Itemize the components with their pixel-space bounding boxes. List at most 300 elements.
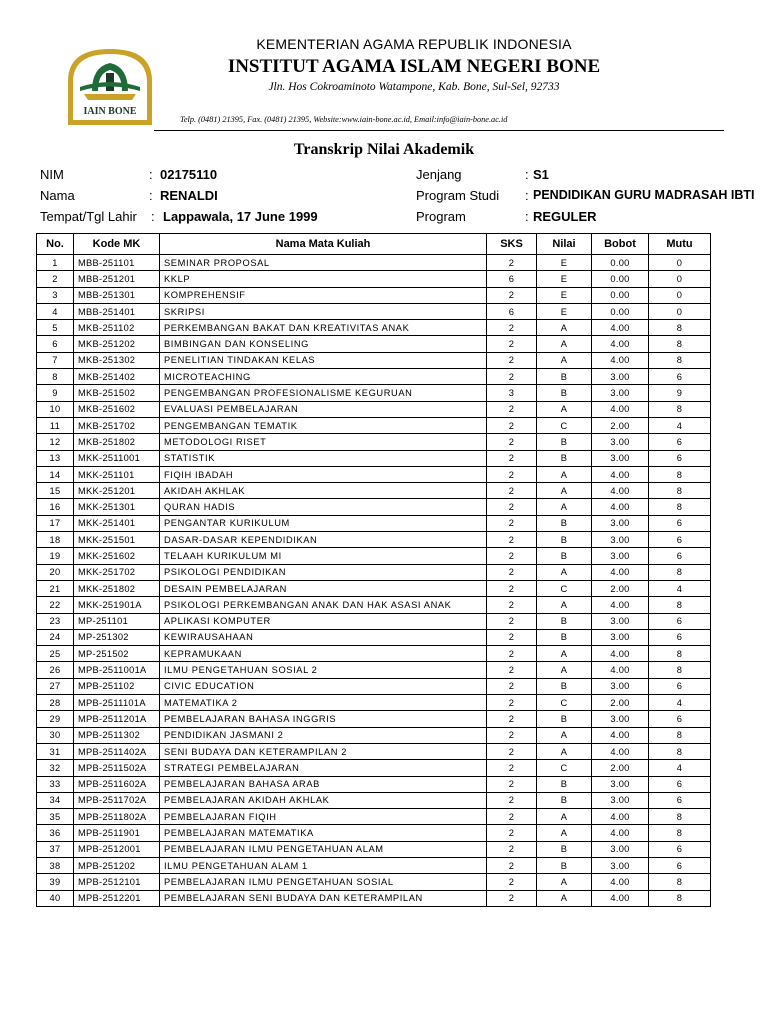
course-weight: 4.00 xyxy=(592,466,649,482)
table-row xyxy=(37,434,711,450)
row-number: 15 xyxy=(37,483,74,499)
table-row xyxy=(37,450,711,466)
row-number: 7 xyxy=(37,352,74,368)
course-grade: B xyxy=(537,434,592,450)
course-quality: 6 xyxy=(649,776,711,792)
row-number: 32 xyxy=(37,760,74,776)
table-row xyxy=(37,401,711,417)
course-code: MKK-251401 xyxy=(74,515,160,531)
col-header-mutu: Mutu xyxy=(649,234,711,255)
row-number: 3 xyxy=(37,287,74,303)
course-grade: A xyxy=(537,499,592,515)
course-grade: C xyxy=(537,417,592,433)
course-weight: 3.00 xyxy=(592,711,649,727)
course-name: PEMBELAJARAN MATEMATIKA xyxy=(160,825,487,841)
course-name: PSIKOLOGI PERKEMBANGAN ANAK DAN HAK ASASI ANAK xyxy=(160,597,487,613)
nim-label: NIM xyxy=(40,167,64,182)
course-weight: 3.00 xyxy=(592,629,649,645)
row-number: 20 xyxy=(37,564,74,580)
course-sks: 2 xyxy=(487,352,537,368)
table-row xyxy=(37,255,711,271)
course-code: MBB-251301 xyxy=(74,287,160,303)
row-number: 40 xyxy=(37,890,74,906)
course-weight: 3.00 xyxy=(592,369,649,385)
course-quality: 8 xyxy=(649,646,711,662)
table-row xyxy=(37,287,711,303)
row-number: 4 xyxy=(37,303,74,319)
col-header-no: No. xyxy=(37,234,74,255)
row-number: 31 xyxy=(37,743,74,759)
course-sks: 2 xyxy=(487,548,537,564)
course-sks: 2 xyxy=(487,743,537,759)
course-grade: B xyxy=(537,857,592,873)
course-sks: 2 xyxy=(487,613,537,629)
nama-value: RENALDI xyxy=(160,188,218,203)
table-row xyxy=(37,646,711,662)
course-name: PEMBELAJARAN FIQIH xyxy=(160,809,487,825)
ministry-name: KEMENTERIAN AGAMA REPUBLIK INDONESIA xyxy=(256,36,572,52)
course-quality: 6 xyxy=(649,613,711,629)
nama-separator: : xyxy=(149,188,153,203)
table-row xyxy=(37,809,711,825)
row-number: 5 xyxy=(37,320,74,336)
table-row xyxy=(37,874,711,890)
course-code: MKB-251102 xyxy=(74,320,160,336)
course-quality: 6 xyxy=(649,369,711,385)
row-number: 21 xyxy=(37,580,74,596)
course-weight: 0.00 xyxy=(592,287,649,303)
col-header-kode: Kode MK xyxy=(74,234,160,255)
course-name: PSIKOLOGI PENDIDIKAN xyxy=(160,564,487,580)
course-code: MKK-251602 xyxy=(74,548,160,564)
course-grade: A xyxy=(537,320,592,336)
course-sks: 2 xyxy=(487,841,537,857)
course-sks: 2 xyxy=(487,255,537,271)
course-quality: 0 xyxy=(649,287,711,303)
jenjang-value: S1 xyxy=(533,167,549,182)
ttl-separator: : xyxy=(151,209,155,224)
row-number: 2 xyxy=(37,271,74,287)
course-sks: 2 xyxy=(487,792,537,808)
course-grade: A xyxy=(537,727,592,743)
course-sks: 2 xyxy=(487,809,537,825)
course-weight: 0.00 xyxy=(592,271,649,287)
table-row xyxy=(37,336,711,352)
course-name: MATEMATIKA 2 xyxy=(160,695,487,711)
prodi-value: PENDIDIKAN GURU MADRASAH IBTI xyxy=(533,188,755,202)
course-name: PEMBELAJARAN AKIDAH AKHLAK xyxy=(160,792,487,808)
course-grade: B xyxy=(537,678,592,694)
course-sks: 6 xyxy=(487,303,537,319)
table-row xyxy=(37,271,711,287)
table-row xyxy=(37,369,711,385)
course-quality: 6 xyxy=(649,548,711,564)
course-quality: 8 xyxy=(649,890,711,906)
course-name: PENGANTAR KURIKULUM xyxy=(160,515,487,531)
course-code: MBB-251401 xyxy=(74,303,160,319)
course-sks: 2 xyxy=(487,597,537,613)
course-grade: A xyxy=(537,336,592,352)
table-row xyxy=(37,792,711,808)
course-sks: 2 xyxy=(487,890,537,906)
course-name: KEPRAMUKAAN xyxy=(160,646,487,662)
course-name: STATISTIK xyxy=(160,450,487,466)
row-number: 10 xyxy=(37,401,74,417)
course-grade: B xyxy=(537,613,592,629)
course-name: ILMU PENGETAHUAN ALAM 1 xyxy=(160,857,487,873)
nama-label: Nama xyxy=(40,188,75,203)
table-row xyxy=(37,629,711,645)
course-code: MKK-2511001 xyxy=(74,450,160,466)
course-quality: 0 xyxy=(649,303,711,319)
course-sks: 2 xyxy=(487,564,537,580)
course-quality: 6 xyxy=(649,434,711,450)
course-sks: 2 xyxy=(487,825,537,841)
course-grade: A xyxy=(537,483,592,499)
table-row xyxy=(37,776,711,792)
course-weight: 4.00 xyxy=(592,874,649,890)
course-name: TELAAH KURIKULUM MI xyxy=(160,548,487,564)
table-row xyxy=(37,515,711,531)
course-sks: 2 xyxy=(487,662,537,678)
course-name: KEWIRAUSAHAAN xyxy=(160,629,487,645)
course-sks: 2 xyxy=(487,646,537,662)
course-weight: 4.00 xyxy=(592,564,649,580)
course-weight: 3.00 xyxy=(592,678,649,694)
course-code: MBB-251101 xyxy=(74,255,160,271)
row-number: 28 xyxy=(37,695,74,711)
course-weight: 0.00 xyxy=(592,255,649,271)
course-weight: 0.00 xyxy=(592,303,649,319)
course-code: MPB-251102 xyxy=(74,678,160,694)
table-row xyxy=(37,385,711,401)
course-quality: 8 xyxy=(649,401,711,417)
course-weight: 3.00 xyxy=(592,515,649,531)
course-grade: B xyxy=(537,841,592,857)
course-grade: A xyxy=(537,809,592,825)
course-quality: 8 xyxy=(649,809,711,825)
row-number: 8 xyxy=(37,369,74,385)
course-name: AKIDAH AKHLAK xyxy=(160,483,487,499)
course-name: ILMU PENGETAHUAN SOSIAL 2 xyxy=(160,662,487,678)
course-name: STRATEGI PEMBELAJARAN xyxy=(160,760,487,776)
course-name: PENGEMBANGAN PROFESIONALISME KEGURUAN xyxy=(160,385,487,401)
course-code: MPB-2511101A xyxy=(74,695,160,711)
table-row xyxy=(37,890,711,906)
course-code: MKK-251901A xyxy=(74,597,160,613)
course-quality: 8 xyxy=(649,743,711,759)
course-grade: E xyxy=(537,271,592,287)
course-weight: 4.00 xyxy=(592,597,649,613)
course-weight: 3.00 xyxy=(592,450,649,466)
course-name: BIMBINGAN DAN KONSELING xyxy=(160,336,487,352)
course-sks: 2 xyxy=(487,369,537,385)
course-name: PEMBELAJARAN ILMU PENGETAHUAN ALAM xyxy=(160,841,487,857)
course-quality: 8 xyxy=(649,466,711,482)
row-number: 1 xyxy=(37,255,74,271)
course-code: MP-251502 xyxy=(74,646,160,662)
table-row xyxy=(37,825,711,841)
course-sks: 2 xyxy=(487,483,537,499)
course-quality: 4 xyxy=(649,580,711,596)
table-row xyxy=(37,564,711,580)
course-code: MP-251101 xyxy=(74,613,160,629)
course-code: MKB-251302 xyxy=(74,352,160,368)
row-number: 24 xyxy=(37,629,74,645)
course-weight: 3.00 xyxy=(592,434,649,450)
course-weight: 4.00 xyxy=(592,320,649,336)
program-label: Program xyxy=(416,209,466,224)
course-code: MP-251302 xyxy=(74,629,160,645)
document-title: Transkrip Nilai Akademik xyxy=(293,141,475,158)
course-name: PERKEMBANGAN BAKAT DAN KREATIVITAS ANAK xyxy=(160,320,487,336)
course-weight: 3.00 xyxy=(592,841,649,857)
course-grade: C xyxy=(537,580,592,596)
course-sks: 2 xyxy=(487,320,537,336)
course-weight: 4.00 xyxy=(592,336,649,352)
course-sks: 2 xyxy=(487,287,537,303)
course-name: EVALUASI PEMBELAJARAN xyxy=(160,401,487,417)
course-quality: 8 xyxy=(649,597,711,613)
course-grade: B xyxy=(537,450,592,466)
course-grade: A xyxy=(537,466,592,482)
table-row xyxy=(37,857,711,873)
course-quality: 6 xyxy=(649,841,711,857)
table-row xyxy=(37,320,711,336)
course-quality: 6 xyxy=(649,857,711,873)
table-row xyxy=(37,841,711,857)
course-name: CIVIC EDUCATION xyxy=(160,678,487,694)
course-name: PEMBELAJARAN BAHASA INGGRIS xyxy=(160,711,487,727)
course-weight: 3.00 xyxy=(592,857,649,873)
course-sks: 2 xyxy=(487,874,537,890)
ttl-label: Tempat/Tgl Lahir xyxy=(40,209,137,224)
course-weight: 4.00 xyxy=(592,646,649,662)
program-separator: : xyxy=(525,209,529,224)
course-weight: 4.00 xyxy=(592,499,649,515)
course-grade: B xyxy=(537,369,592,385)
course-name: KKLP xyxy=(160,271,487,287)
course-grade: C xyxy=(537,695,592,711)
course-grade: A xyxy=(537,874,592,890)
course-code: MKK-251201 xyxy=(74,483,160,499)
course-quality: 8 xyxy=(649,564,711,580)
course-name: SEMINAR PROPOSAL xyxy=(160,255,487,271)
course-sks: 2 xyxy=(487,711,537,727)
course-sks: 2 xyxy=(487,450,537,466)
row-number: 13 xyxy=(37,450,74,466)
institution-name: INSTITUT AGAMA ISLAM NEGERI BONE xyxy=(227,56,601,77)
course-name: PENDIDIKAN JASMANI 2 xyxy=(160,727,487,743)
course-weight: 3.00 xyxy=(592,792,649,808)
course-quality: 8 xyxy=(649,727,711,743)
course-weight: 2.00 xyxy=(592,580,649,596)
course-weight: 3.00 xyxy=(592,385,649,401)
course-grade: A xyxy=(537,825,592,841)
row-number: 12 xyxy=(37,434,74,450)
ttl-value: Lappawala, 17 June 1999 xyxy=(163,209,318,224)
course-sks: 2 xyxy=(487,466,537,482)
grades-table xyxy=(36,233,711,907)
institution-address: Jln. Hos Cokroaminoto Watampone, Kab. Bone, Sul-Sel, 92733 xyxy=(268,81,560,93)
course-quality: 8 xyxy=(649,336,711,352)
course-name: SENI BUDAYA DAN KETERAMPILAN 2 xyxy=(160,743,487,759)
course-sks: 2 xyxy=(487,580,537,596)
course-name: METODOLOGI RISET xyxy=(160,434,487,450)
course-quality: 6 xyxy=(649,515,711,531)
row-number: 37 xyxy=(37,841,74,857)
row-number: 22 xyxy=(37,597,74,613)
course-weight: 4.00 xyxy=(592,809,649,825)
table-header-row xyxy=(37,234,711,255)
course-sks: 2 xyxy=(487,336,537,352)
course-code: MKB-251202 xyxy=(74,336,160,352)
col-header-sks: SKS xyxy=(487,234,537,255)
course-quality: 6 xyxy=(649,711,711,727)
course-weight: 4.00 xyxy=(592,890,649,906)
course-name: KOMPREHENSIF xyxy=(160,287,487,303)
prodi-label: Program Studi xyxy=(416,188,500,203)
course-sks: 2 xyxy=(487,434,537,450)
course-weight: 4.00 xyxy=(592,727,649,743)
course-grade: B xyxy=(537,532,592,548)
course-code: MKB-251502 xyxy=(74,385,160,401)
course-grade: A xyxy=(537,646,592,662)
course-quality: 6 xyxy=(649,678,711,694)
course-weight: 2.00 xyxy=(592,695,649,711)
course-code: MPB-2512101 xyxy=(74,874,160,890)
course-grade: B xyxy=(537,711,592,727)
course-quality: 4 xyxy=(649,695,711,711)
course-name: PEMBELAJARAN BAHASA ARAB xyxy=(160,776,487,792)
course-grade: A xyxy=(537,401,592,417)
course-quality: 0 xyxy=(649,255,711,271)
table-row xyxy=(37,727,711,743)
course-sks: 2 xyxy=(487,515,537,531)
course-quality: 9 xyxy=(649,385,711,401)
course-grade: A xyxy=(537,662,592,678)
course-name: QURAN HADIS xyxy=(160,499,487,515)
course-weight: 4.00 xyxy=(592,352,649,368)
col-header-nilai: Nilai xyxy=(537,234,592,255)
table-row xyxy=(37,743,711,759)
course-quality: 6 xyxy=(649,532,711,548)
course-quality: 4 xyxy=(649,417,711,433)
course-quality: 8 xyxy=(649,499,711,515)
course-code: MPB-2512001 xyxy=(74,841,160,857)
course-quality: 8 xyxy=(649,874,711,890)
row-number: 16 xyxy=(37,499,74,515)
course-code: MPB-2511802A xyxy=(74,809,160,825)
course-name: PENGEMBANGAN TEMATIK xyxy=(160,417,487,433)
course-code: MKK-251301 xyxy=(74,499,160,515)
course-grade: A xyxy=(537,352,592,368)
course-sks: 2 xyxy=(487,760,537,776)
course-code: MPB-2511901 xyxy=(74,825,160,841)
table-row xyxy=(37,548,711,564)
course-weight: 4.00 xyxy=(592,483,649,499)
course-weight: 2.00 xyxy=(592,417,649,433)
institution-contact: Telp. (0481) 21395, Fax. (0481) 21395, Website:www.iain-bone.ac.id, Email:info@iain-bone.ac.id xyxy=(180,115,508,124)
course-grade: A xyxy=(537,597,592,613)
grades-table-body xyxy=(37,255,711,907)
course-weight: 3.00 xyxy=(592,776,649,792)
course-code: MKK-251101 xyxy=(74,466,160,482)
course-code: MPB-2511402A xyxy=(74,743,160,759)
course-grade: B xyxy=(537,548,592,564)
row-number: 34 xyxy=(37,792,74,808)
course-code: MKK-251501 xyxy=(74,532,160,548)
table-row xyxy=(37,580,711,596)
row-number: 38 xyxy=(37,857,74,873)
course-code: MKB-251702 xyxy=(74,417,160,433)
course-code: MKB-251402 xyxy=(74,369,160,385)
row-number: 33 xyxy=(37,776,74,792)
course-sks: 2 xyxy=(487,629,537,645)
jenjang-separator: : xyxy=(525,167,529,182)
row-number: 27 xyxy=(37,678,74,694)
course-sks: 2 xyxy=(487,532,537,548)
course-sks: 2 xyxy=(487,695,537,711)
table-row xyxy=(37,466,711,482)
row-number: 35 xyxy=(37,809,74,825)
row-number: 36 xyxy=(37,825,74,841)
table-row xyxy=(37,303,711,319)
course-quality: 6 xyxy=(649,450,711,466)
course-grade: B xyxy=(537,792,592,808)
nim-separator: : xyxy=(149,167,153,182)
nim-value: 02175110 xyxy=(160,167,218,182)
row-number: 19 xyxy=(37,548,74,564)
course-sks: 2 xyxy=(487,727,537,743)
row-number: 23 xyxy=(37,613,74,629)
course-code: MPB-2511602A xyxy=(74,776,160,792)
course-code: MPB-2512201 xyxy=(74,890,160,906)
course-sks: 2 xyxy=(487,776,537,792)
row-number: 6 xyxy=(37,336,74,352)
course-sks: 2 xyxy=(487,678,537,694)
course-weight: 3.00 xyxy=(592,548,649,564)
course-quality: 8 xyxy=(649,662,711,678)
table-row xyxy=(37,711,711,727)
course-sks: 2 xyxy=(487,401,537,417)
table-row xyxy=(37,597,711,613)
col-header-nama: Nama Mata Kuliah xyxy=(160,234,487,255)
course-code: MPB-2511702A xyxy=(74,792,160,808)
table-row xyxy=(37,678,711,694)
course-code: MPB-2511502A xyxy=(74,760,160,776)
logo-wordmark: IAIN BONE xyxy=(83,106,137,117)
course-name: PEMBELAJARAN ILMU PENGETAHUAN SOSIAL xyxy=(160,874,487,890)
course-sks: 2 xyxy=(487,417,537,433)
course-grade: E xyxy=(537,287,592,303)
table-row xyxy=(37,662,711,678)
course-name: DESAIN PEMBELAJARAN xyxy=(160,580,487,596)
course-code: MPB-2511302 xyxy=(74,727,160,743)
table-row xyxy=(37,483,711,499)
course-grade: A xyxy=(537,743,592,759)
course-name: SKRIPSI xyxy=(160,303,487,319)
course-quality: 6 xyxy=(649,629,711,645)
course-quality: 8 xyxy=(649,352,711,368)
course-sks: 3 xyxy=(487,385,537,401)
prodi-separator: : xyxy=(525,188,529,203)
row-number: 9 xyxy=(37,385,74,401)
table-row xyxy=(37,760,711,776)
course-code: MKB-251802 xyxy=(74,434,160,450)
course-code: MPB-251202 xyxy=(74,857,160,873)
course-quality: 8 xyxy=(649,825,711,841)
